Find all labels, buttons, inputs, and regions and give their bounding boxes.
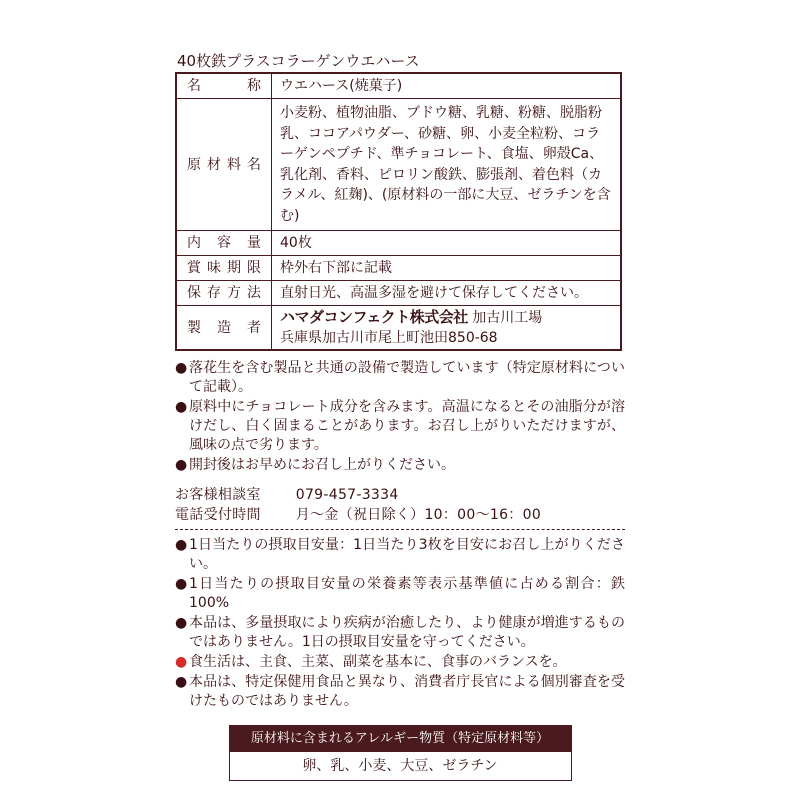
bullet-icon: ● [175,537,188,553]
bullet-icon: ● [175,615,188,631]
list-item [175,456,625,475]
list-item [175,575,625,613]
table-row [176,281,621,306]
notes-bottom [175,536,625,711]
allergy-box [229,725,572,781]
quantity-value: 40枚 [272,231,622,256]
hours-label: 電話受付時間 [175,507,261,523]
bullet-icon: ● [175,360,188,376]
quantity-key: 内容量 [176,231,272,256]
table-row [176,306,621,351]
ingredients-value: 小麦粉、植物油脂、ブドウ糖、乳糖、粉糖、脱脂粉乳、ココアパウダー、砂糖、卵、小麦全粒粉、コラーゲンペプチド、準チョコレート、食塩、卵殻Ca、乳化剤、香料、ピロリン酸鉄、膨張剤、着色料（カラメル、紅麹)、(原材料の一部に大豆、ゼラチンを含む) [272,99,622,231]
contact-label: お客様相談室 [175,487,261,503]
list-item [175,398,625,455]
note-text: 本品は、多量摂取により疾病が治癒したり、より健康が増進するものではありません。1日の摂取目安量を守ってください。 [189,615,625,650]
product-info-table [175,72,622,351]
note-text: 開封後はお早めにお召し上がりください。 [189,457,455,473]
note-text: 1日当たりの摂取目安量：1日当たり3枚を目安にお召し上がりください。 [189,537,625,572]
note-text: 原料中にチョコレート成分を含みます。高温になるとその油脂分が溶けだし、白く固まることがあります。お召し上がりいただけますが、風味の点で劣ります。 [189,399,625,453]
name-value: ウエハース(焼菓子) [272,73,622,99]
storage-value: 直射日光、高温多湿を避けて保存してください。 [272,281,622,306]
allergy-header: 原材料に含まれるアレルギー物質（特定原材料等） [230,726,571,752]
maker-factory: 加古川工場 [472,310,543,326]
list-item [175,536,625,574]
customer-contact [175,485,625,525]
maker-value [272,306,622,351]
contact-hours-row [175,505,625,525]
allergy-items: 卵、乳、小麦、大豆、ゼラチン [302,758,498,774]
bullet-icon: ● [175,399,188,415]
maker-key: 製造者 [176,306,272,351]
best-before-key: 賞味期限 [176,256,272,281]
list-item [175,359,625,397]
note-text: 1日当たりの摂取目安量の栄養素等表示基準値に占める割合：鉄100% [189,576,625,611]
ingredients-key: 原材料名 [176,99,272,231]
table-row [176,231,621,256]
note-text: 本品は、特定保健用食品と異なり、消費者庁長官による個別審査を受けたものではありません。 [189,674,625,709]
table-row [176,256,621,281]
bullet-icon: ● [175,457,188,473]
maker-address: 兵庫県加古川市尾上町池田850-68 [280,330,498,346]
contact-phone-row [175,485,625,505]
product-title: 40枚鉄プラスコラーゲンウエハース [177,52,420,70]
list-item [175,653,625,672]
table-row [176,99,621,231]
bullet-icon: ● [175,576,188,592]
contact-hours: 月〜金（祝日除く）10：00〜16：00 [295,507,542,523]
note-text: 落花生を含む製品と共通の設備で製造しています（特定原材料について記載）。 [189,360,625,395]
maker-name: ハマダコンフェクト株式会社 [280,308,468,326]
list-item [175,614,625,652]
list-item [175,673,625,711]
name-key: 名 称 [176,73,272,99]
storage-key: 保存方法 [176,281,272,306]
note-text: 食生活は、主食、主菜、副菜を基本に、食事のバランスを。 [189,654,567,670]
contact-phone: 079-457-3334 [295,487,399,503]
bullet-icon: ● [175,674,188,690]
best-before-value: 枠外右下部に記載 [272,256,622,281]
divider [175,529,625,530]
notes-top [175,359,625,475]
bullet-icon: ● [175,654,188,670]
table-row [176,73,621,99]
food-label [175,52,625,781]
